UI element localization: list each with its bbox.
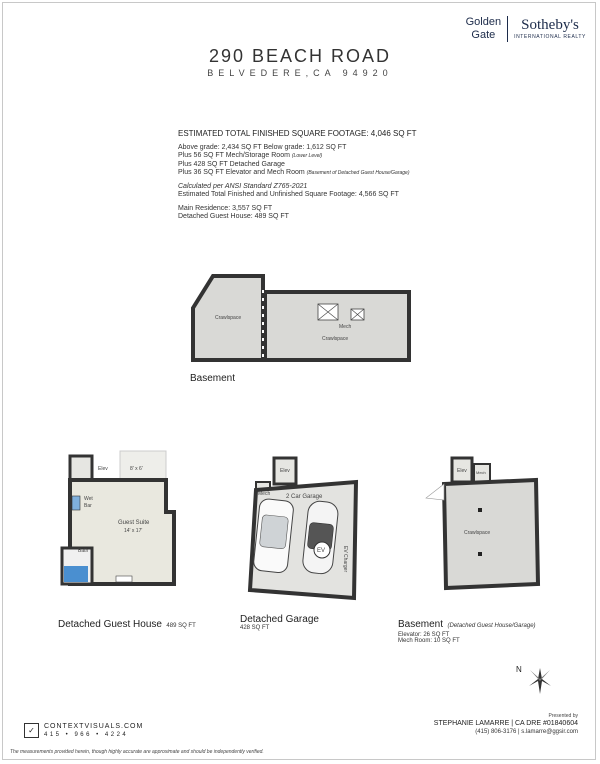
garage-caption — [240, 614, 319, 631]
basement-floorplan — [185, 268, 415, 370]
guest-house-floorplan — [56, 448, 176, 590]
basement-crawlspace-left-label: Crawlspace — [215, 315, 242, 321]
wet-bar-sink — [72, 496, 80, 510]
brand-separator — [507, 16, 508, 42]
brand-sothebys — [514, 17, 586, 41]
context-visuals-logo — [24, 722, 143, 739]
page-frame — [2, 2, 596, 760]
guest-suite-label: Guest Suite — [118, 520, 150, 526]
square-footage-facts — [178, 130, 417, 222]
basement2-crawlspace — [444, 480, 538, 588]
basement2-floorplan — [412, 450, 542, 592]
company-phone: 415 • 966 • 4224 — [44, 732, 129, 738]
guest-house-caption — [58, 614, 196, 632]
total-sqft: ESTIMATED TOTAL FINISHED SQUARE FOOTAGE: 4,046 SQ FT — [178, 129, 417, 138]
basement2-mech-sqft: Mech Room: 10 SQ FT — [398, 638, 460, 644]
garage-label: Detached Garage — [240, 614, 319, 625]
garage-sqft-caption: 428 SQ FT — [240, 625, 270, 631]
cv-check-icon: ✓ — [24, 723, 39, 738]
brand-name: Sotheby's — [521, 17, 579, 33]
elevator-text: Plus 36 SQ FT Elevator and Mech Room — [178, 169, 305, 176]
garage-label-text: 2 Car Garage — [286, 494, 323, 500]
presented-by: Presented by — [548, 713, 578, 719]
main-residence: Main Residence: 3,557 SQ FT — [178, 204, 273, 212]
garage-elev-label: Elev — [280, 468, 290, 474]
bar-label: Bar — [84, 503, 92, 509]
basement2-caption — [398, 614, 536, 644]
above-below-grade: Above grade: 2,434 SQ FT Below grade: 1,612 SQ FT — [178, 143, 347, 151]
basement2-mech-label: Mech — [476, 470, 486, 475]
wet-label: Wet — [84, 496, 93, 502]
brand-logo — [466, 16, 586, 42]
bath-label: Bath — [78, 548, 89, 554]
guest-tub — [64, 566, 88, 582]
guest-house-label: Detached Guest House — [58, 619, 162, 630]
garage-floorplan — [246, 452, 361, 602]
finished-unfinished: Estimated Total Finished and Unfinished Square Footage: 4,566 SQ FT — [178, 191, 399, 198]
compass-icon — [514, 662, 554, 696]
elevator-note: (Basement of Detached Guest House/Garage) — [306, 170, 410, 176]
agent-info — [434, 713, 578, 735]
basement2-crawl-label: Crawlspace — [464, 530, 491, 536]
guest-house-sqft-caption: 489 SQ FT — [166, 623, 196, 629]
brand-line1: Golden — [465, 16, 502, 28]
garage-mech-label: Mech — [258, 491, 271, 497]
guest-house-sqft: Detached Guest House: 489 SQ FT — [178, 213, 289, 220]
basement2-label: Basement — [398, 619, 444, 630]
mech-storage-note: (Lower Level) — [291, 153, 323, 159]
ev-label: EV — [317, 548, 326, 554]
guest-elevator — [70, 456, 92, 480]
elevator-line — [178, 169, 417, 178]
mech-storage-line — [178, 152, 417, 161]
page-subtitle: BELVEDERE,CA 94920 — [207, 68, 393, 78]
car-suv — [253, 498, 294, 573]
basement-right-crawlspace — [265, 292, 409, 360]
basement2-note: (Detached Guest House/Garage) — [447, 623, 536, 629]
garage-line: Plus 428 SQ FT Detached Garage — [178, 160, 285, 168]
page-title: 290 BEACH ROAD — [208, 46, 392, 66]
basement-label: Basement — [190, 373, 236, 384]
ansi-calc: Calculated per ANSI Standard Z765-2021 — [178, 182, 308, 190]
brand-line2: Gate — [471, 29, 496, 41]
guest-porch-label: 8' x 6' — [130, 466, 143, 472]
agent-contact: (415) 806-3176 | s.lamarre@ggsir.com — [475, 729, 578, 735]
agent-name: STEPHANIE LAMARRE | CA DRE #01840604 — [433, 720, 578, 727]
basement2-elev-label: Elev — [457, 468, 467, 474]
guest-suite-dim: 14' x 17' — [124, 528, 143, 534]
basement2-title-line — [398, 614, 536, 632]
disclaimer: The measurements provided herein, though highly accurate are approximate and should be independently verified. — [10, 749, 264, 755]
compass-north-label: N — [516, 665, 522, 674]
company-name: CONTEXTVISUALS.COM — [44, 723, 144, 730]
brand-golden-gate — [466, 16, 501, 42]
mech-storage-text: Plus 56 SQ FT Mech/Storage Room — [178, 152, 290, 159]
basement-crawlspace-right-label: Crawlspace — [322, 336, 349, 342]
ev-charger-label: EV Charger — [342, 546, 348, 573]
guest-elev-label: Elev — [98, 466, 108, 472]
brand-tagline: INTERNATIONAL REALTY — [514, 34, 586, 40]
basement-mech-label: Mech — [339, 324, 352, 330]
basement2-elevator-sqft: Elevator: 26 SQ FT — [398, 632, 450, 638]
